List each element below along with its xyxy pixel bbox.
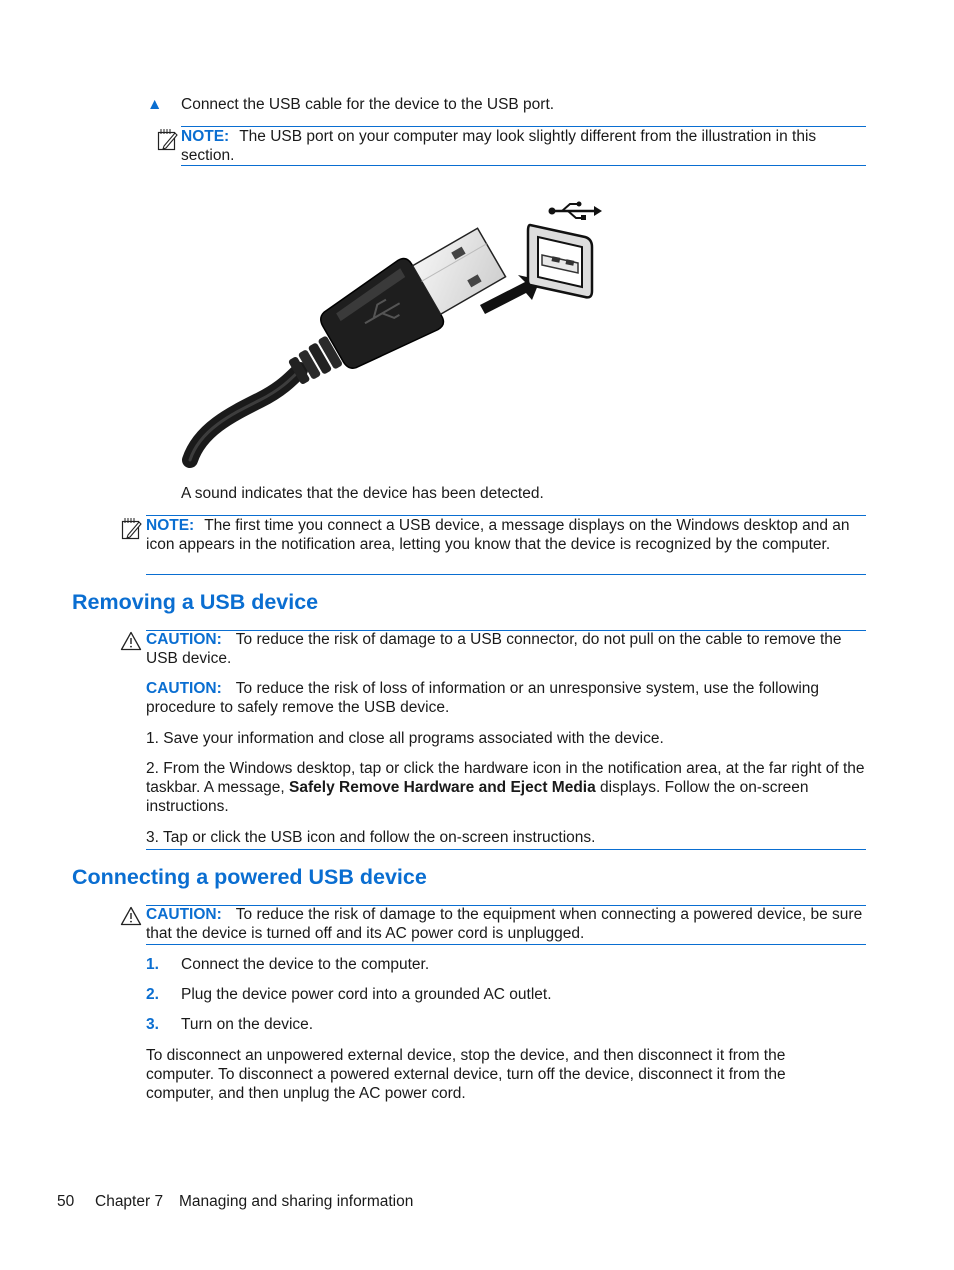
powered-step-3-number: 3. (146, 1016, 159, 1033)
powered-step-3-text: Turn on the device. (181, 1016, 314, 1033)
powered-step-2-number: 2. (146, 986, 159, 1003)
powered-step-1-number: 1. (146, 956, 159, 973)
note1-bottom-rule (181, 165, 866, 166)
usb-trident-icon (549, 202, 603, 221)
remove-step-2-before: 2. From the Windows desktop, tap or click the hardware icon in the notification area, at the far right of the taskbar. A message, (146, 760, 865, 796)
footer-chapter-title: Managing and sharing information (179, 1193, 414, 1210)
caution2 (146, 679, 866, 717)
remove-step-3: 3. Tap or click the USB icon and follow the on-screen instructions. (146, 829, 596, 846)
note-icon (121, 516, 143, 540)
caution2-text: To reduce the risk of loss of information or an unresponsive system, use the following procedure to safely remove the USB device. (146, 680, 820, 716)
note1-text: The USB port on your computer may look slightly different from the illustration in this section. (181, 128, 817, 164)
heading-connecting-powered-usb: Connecting a powered USB device (72, 865, 427, 889)
note2-bottom-rule (146, 574, 866, 575)
powered-step-2-text: Plug the device power cord into a grounded AC outlet. (181, 986, 552, 1003)
step-bullet-icon: ▲ (147, 96, 163, 113)
note-icon (157, 127, 179, 151)
caution3-text: To reduce the risk of damage to the equipment when connecting a powered device, be sure that the device is turned off and its AC power cord is unplugged. (146, 906, 863, 942)
caution3-label: CAUTION: (146, 906, 222, 923)
caution-icon (120, 906, 142, 926)
note2-text: The first time you connect a USB device, a message displays on the Windows desktop and an icon appears in the notification area, letting you know that the device is recognized by the computer. (146, 517, 850, 553)
remove-step-1: 1. Save your information and close all programs associated with the device. (146, 730, 664, 747)
caution-block-bottom-rule (146, 849, 866, 850)
remove-step-2-after: displays. Follow the on-screen instructions. (146, 779, 809, 815)
top-step-text: Connect the USB cable for the device to the USB port. (181, 96, 555, 113)
caution1-label: CAUTION: (146, 631, 222, 648)
caution3-bottom-rule (146, 944, 866, 945)
remove-step-2-bold: Safely Remove Hardware and Eject Media (289, 779, 596, 796)
heading-removing-usb: Removing a USB device (72, 590, 319, 614)
caution1 (146, 630, 866, 668)
caution3 (146, 905, 866, 943)
note1 (181, 127, 866, 165)
detected-text: A sound indicates that the device has been detected. (181, 485, 544, 502)
caution-icon (120, 631, 142, 651)
disconnect-paragraph: To disconnect an unpowered external device, stop the device, and then disconnect it from the computer. To disconnect a powered external device, turn off the device, disconnect it from the computer, and then unplug the AC power cord. (146, 1047, 786, 1102)
footer-chapter: Chapter 7 (95, 1193, 164, 1210)
page-number: 50 (57, 1193, 75, 1210)
note2 (146, 516, 866, 554)
powered-step-1-text: Connect the device to the computer. (181, 956, 430, 973)
remove-step-2 (146, 759, 866, 816)
caution2-label: CAUTION: (146, 680, 222, 697)
note2-label: NOTE: (146, 517, 195, 534)
note1-label: NOTE: (181, 128, 230, 145)
caution1-text: To reduce the risk of damage to a USB connector, do not pull on the cable to remove the USB device. (146, 631, 842, 667)
usb-connection-illustration (180, 190, 610, 475)
